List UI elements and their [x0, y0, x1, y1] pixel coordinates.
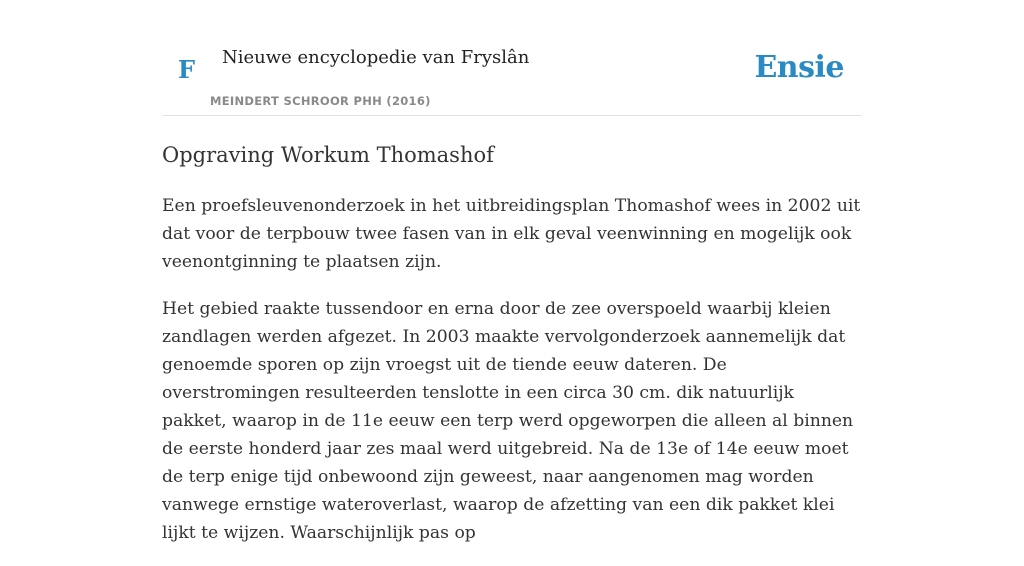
- source-logo-icon[interactable]: F: [178, 55, 196, 84]
- source-header: [162, 0, 862, 116]
- article-paragraph: Het gebied raakte tussendoor en erna door de zee overspoeld waarbij kleien zandlagen werden afgezet. In 2003 maakte vervolgonderzoek aannemelijk dat genoemde sporen op zijn vroegst uit de tiende eeuw dateren. De overstromingen resulteerden tenslotte in een circa 30 cm. dik natuurlijk pakket, waarop in de 11e eeuw een terp werd opgeworpen die alleen al binnen de eerste honderd jaar zes maal werd uitgebreid. Na de 13e of 14e eeuw moet de terp enige tijd onbewoond zijn geweest, naar aangenomen mag worden vanwege ernstige wateroverlast, waarop de afzetting van een dik pakket klei lijkt te wijzen. Waarschijnlijk pas op: [162, 299, 854, 543]
- page: [162, 0, 862, 543]
- source-author: MEINDERT SCHROOR PHH (2016): [210, 94, 431, 108]
- source-title-link[interactable]: Nieuwe encyclopedie van Fryslân: [222, 47, 530, 68]
- article-paragraph: Een proefsleuvenonderzoek in het uitbreidingsplan Thomashof wees in 2002 uit dat voor de terpbouw twee fasen van in elk geval veenwinning en mogelijk ook veenontginning te plaatsen zijn.: [162, 196, 861, 272]
- article-title: Opgraving Workum Thomashof: [162, 143, 494, 167]
- article-body: [162, 192, 862, 566]
- ensie-logo[interactable]: Ensie: [754, 50, 844, 85]
